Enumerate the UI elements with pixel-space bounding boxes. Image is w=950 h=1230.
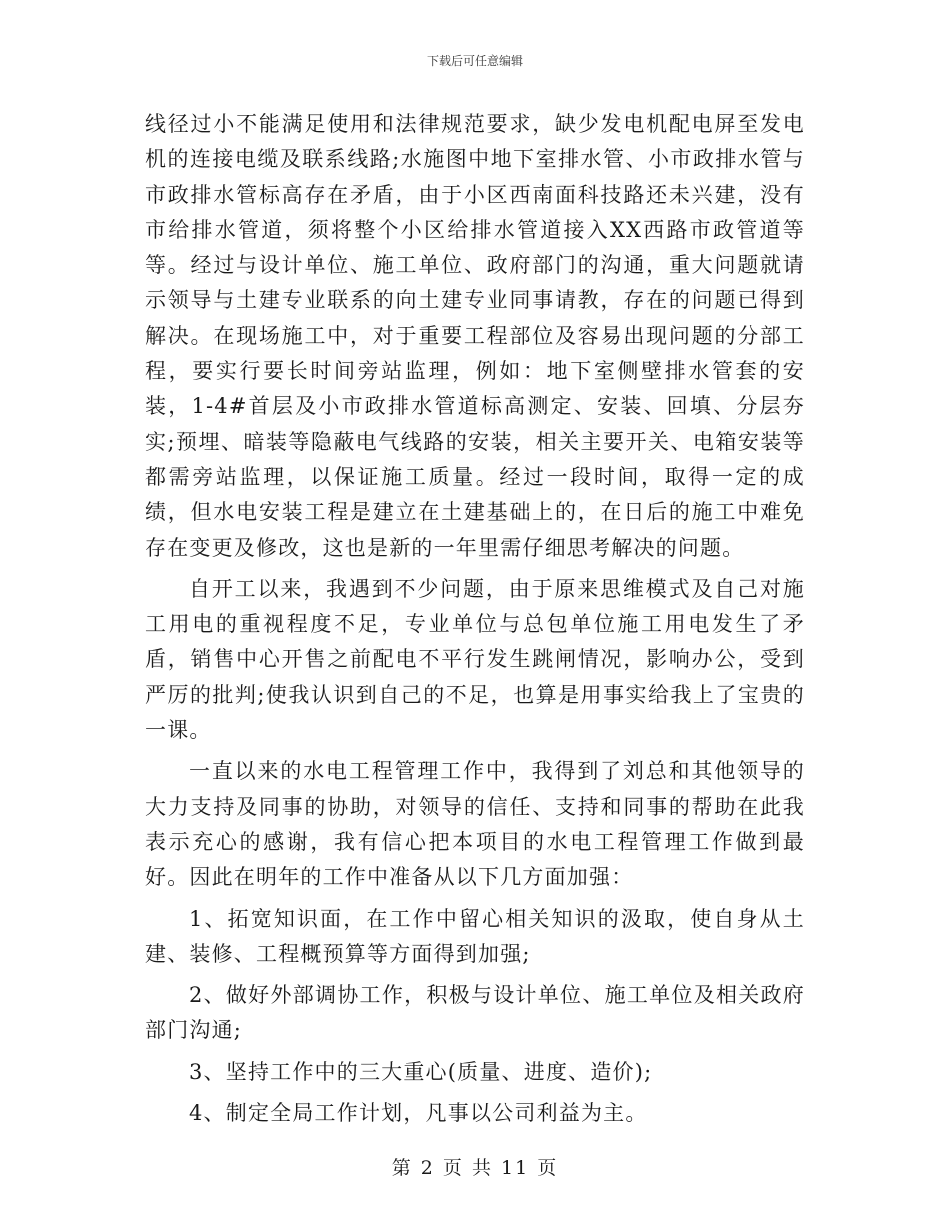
paragraph-2: 自开工以来，我遇到不少问题，由于原来思维模式及自己对施工用电的重视程度不足，专业单位与总包单位施工用电发生了矛盾，销售中心开售之前配电不平行发生跳闸情况，影响办公，受到严厉的批判;使我认识到自己的不足，也算是用事实给我上了宝贵的一课。 xyxy=(145,576,805,743)
list-item-1: 1、拓宽知识面，在工作中留心相关知识的汲取，使自身从土建、装修、工程概预算等方面得到加强; xyxy=(145,906,805,966)
list-item-3: 3、坚持工作中的三大重心(质量、进度、造价); xyxy=(189,1059,653,1084)
paragraph-3: 一直以来的水电工程管理工作中，我得到了刘总和其他领导的大力支持及同事的协助，对领导的信任、支持和同事的帮助在此我表示充心的感谢，我有信心把本项目的水电工程管理工作做到最好。因此在明年的工作中准备从以下几方面加强： xyxy=(145,759,805,890)
page-number-footer: 第 2 页 共 11 页 xyxy=(391,1157,559,1179)
list-item-4: 4、制定全局工作计划，凡事以公司利益为主。 xyxy=(189,1101,648,1126)
document-body xyxy=(145,107,805,1137)
paragraph-1: 线径过小不能满足使用和法律规范要求，缺少发电机配电屏至发电机的连接电缆及联系线路;水施图中地下室排水管、小市政排水管与市政排水管标高存在矛盾，由于小区西南面科技路还未兴建，没有市给排水管道，须将整个小区给排水管道接入XX西路市政管道等等。经过与设计单位、施工单位、政府部门的沟通，重大问题就请示领导与土建专业联系的向土建专业同事请教，存在的问题已得到解决。在现场施工中，对于重要工程部位及容易出现问题的分部工程，要实行要长时间旁站监理，例如：地下室侧壁排水管套的安装，1-4#首层及小市政排水管道标高测定、安装、回填、分层夯实;预埋、暗装等隐蔽电气线路的安装，相关主要开关、电箱安装等都需旁站监理，以保证施工质量。经过一段时间，取得一定的成绩，但水电安装工程是建立在土建基础上的，在日后的施工中难免存在变更及修改，这也是新的一年里需仔细思考解决的问题。 xyxy=(145,112,805,560)
list-item-2: 2、做好外部调协工作，积极与设计单位、施工单位及相关政府部门沟通; xyxy=(145,983,805,1043)
page-header: 下载后可任意编辑 xyxy=(426,54,523,68)
